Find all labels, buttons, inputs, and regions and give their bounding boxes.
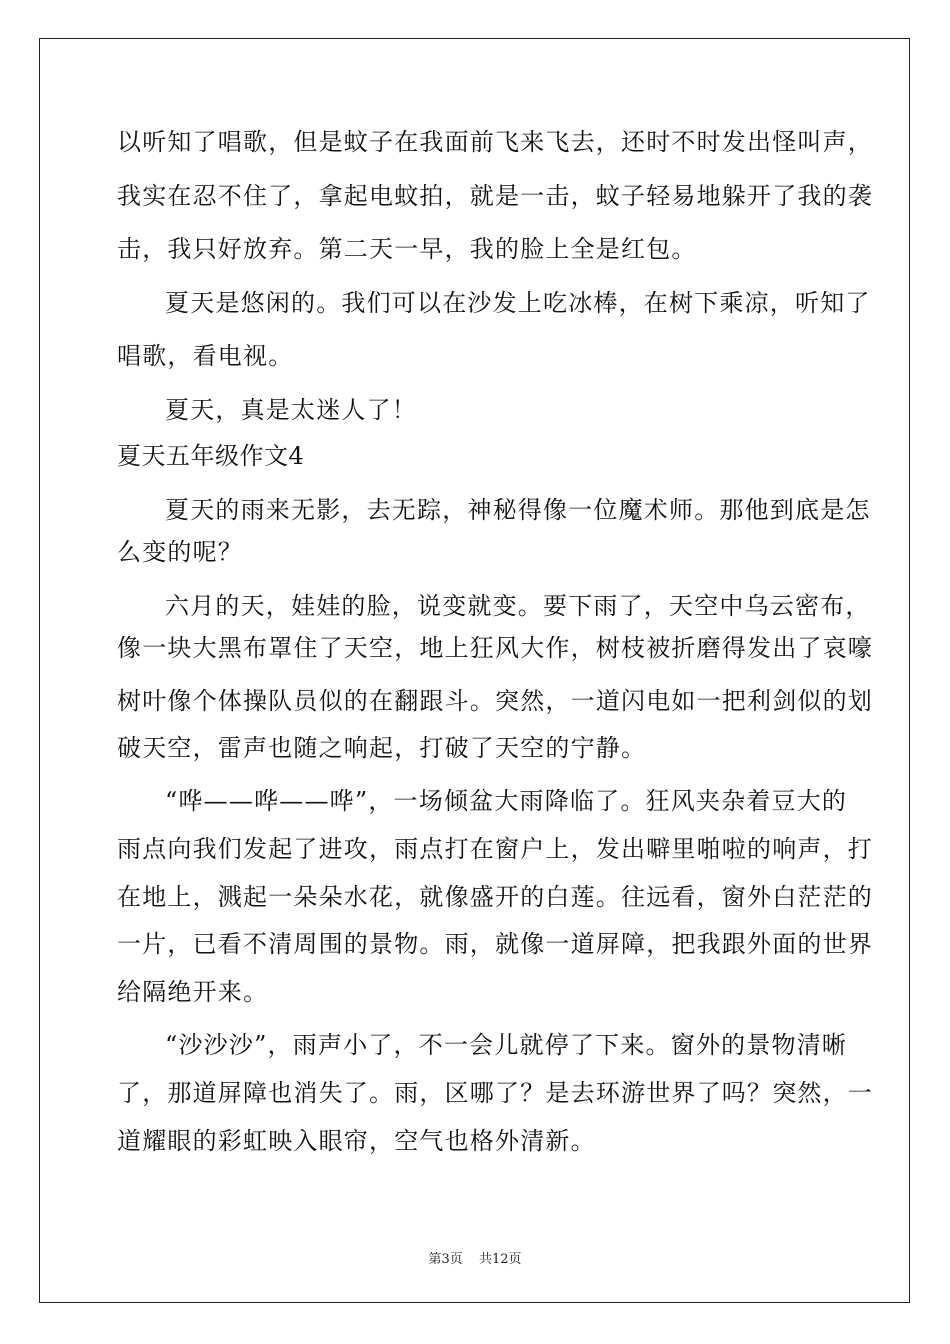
text-line: 以听知了唱歌，但是蚊子在我面前飞来飞去，还时不时发出怪叫声， bbox=[117, 128, 873, 156]
text-line: 夏天，真是太迷人了！ bbox=[165, 396, 417, 424]
text-line: 击，我只好放弃。第二天一早，我的脸上全是红包。 bbox=[117, 235, 697, 263]
text-line: 在地上，溅起一朵朵水花，就像盛开的白莲。往远看，窗外白茫茫的 bbox=[117, 883, 873, 911]
text-line: 六月的天，娃娃的脸，说变就变。要下雨了，天空中乌云密布， bbox=[165, 592, 871, 620]
text-line: 唱歌，看电视。 bbox=[117, 342, 294, 370]
text-line: “哗——哗——哗”，一场倾盆大雨降临了。狂风夹杂着豆大的 bbox=[165, 787, 848, 815]
text-line: 道耀眼的彩虹映入眼帘，空气也格外清新。 bbox=[117, 1127, 596, 1155]
section-heading: 夏天五年级作文4 bbox=[117, 442, 305, 470]
text-line: 像一块大黑布罩住了天空，地上狂风大作，树枝被折磨得发出了哀嚎 bbox=[117, 634, 873, 662]
text-line: 雨点向我们发起了进攻，雨点打在窗户上，发出噼里啪啦的响声，打 bbox=[117, 835, 873, 863]
page-number: 第3页 bbox=[428, 1252, 463, 1267]
text-line: 破天空，雷声也随之响起，打破了天空的宁静。 bbox=[117, 734, 647, 762]
page-border bbox=[39, 38, 910, 1303]
text-line: 么变的呢？ bbox=[117, 538, 243, 566]
text-line: 我实在忍不住了，拿起电蚊拍，就是一击，蚊子轻易地躲开了我的袭 bbox=[117, 182, 873, 210]
text-line: 夏天是悠闲的。我们可以在沙发上吃冰棒，在树下乘凉，听知了 bbox=[165, 289, 871, 317]
text-line: 夏天的雨来无影，去无踪，神秘得像一位魔术师。那他到底是怎 bbox=[165, 496, 871, 524]
text-line: 树叶像个体操队员似的在翻跟斗。突然，一道闪电如一把利剑似的划 bbox=[117, 687, 873, 715]
text-line: “沙沙沙”，雨声小了，不一会儿就停了下来。窗外的景物清晰 bbox=[165, 1031, 848, 1059]
page-footer bbox=[0, 1248, 950, 1267]
text-line: 了，那道屏障也消失了。雨，区哪了？是去环游世界了吗？突然，一 bbox=[117, 1079, 873, 1107]
text-line: 一片，已看不清周围的景物。雨，就像一道屏障，把我跟外面的世界 bbox=[117, 930, 873, 958]
text-line: 给隔绝开来。 bbox=[117, 978, 269, 1006]
page-total: 共12页 bbox=[478, 1252, 522, 1267]
